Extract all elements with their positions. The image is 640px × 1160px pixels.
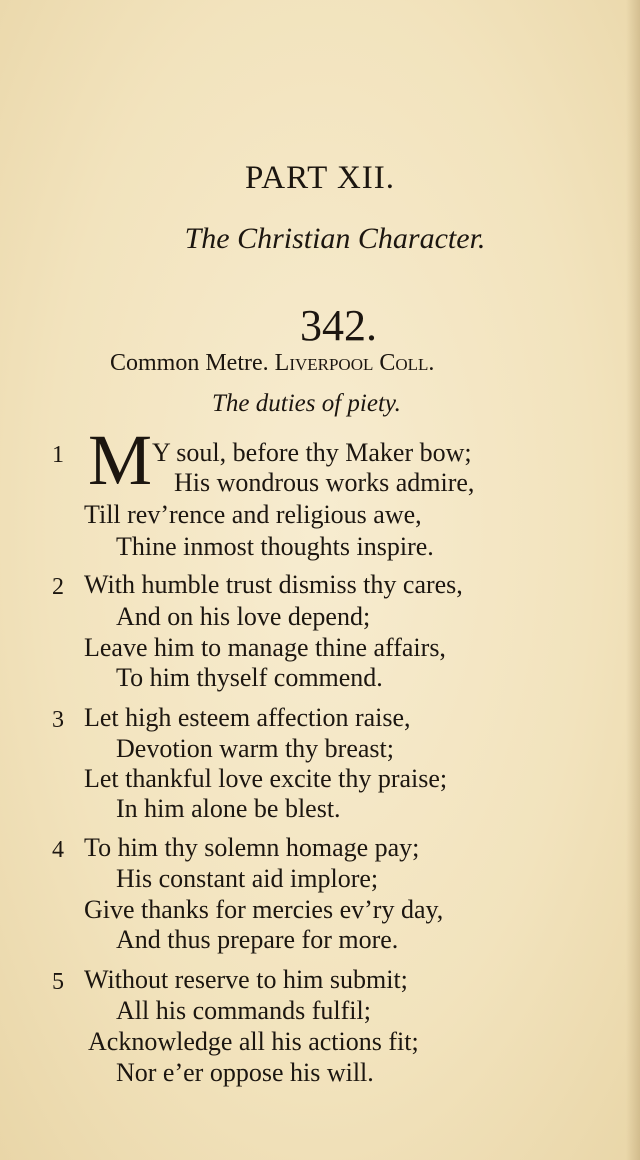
- verse-line: Acknowledge all his actions fit;: [88, 1027, 419, 1056]
- verse-line: To him thyself commend.: [116, 663, 383, 692]
- verse-line: Leave him to manage thine affairs,: [84, 633, 446, 662]
- verse-line: All his commands fulfil;: [116, 996, 371, 1025]
- verse-line: Without reserve to him submit;: [84, 965, 408, 994]
- verse-line: Let high esteem affection raise,: [84, 703, 411, 732]
- meter-label: Common Metre.: [110, 350, 269, 376]
- verse-line: Y soul, before thy Maker bow;: [152, 438, 472, 467]
- stanza-number: 4: [52, 837, 64, 863]
- verse-line: Let thankful love excite thy praise;: [84, 764, 448, 793]
- verse-line: With humble trust dismiss thy cares,: [84, 570, 463, 599]
- hymn-number: 342.: [300, 301, 377, 350]
- verse-line: Give thanks for mercies ev’ry day,: [84, 895, 444, 924]
- part-heading: PART XII.: [244, 160, 396, 196]
- verse-line: To him thy solemn homage pay;: [84, 833, 420, 862]
- verse-line: And on his love depend;: [116, 602, 371, 631]
- verse-line: His constant aid implore;: [116, 864, 379, 893]
- drop-cap: M: [88, 420, 153, 500]
- verse-line: Till rev’rence and religious awe,: [84, 500, 422, 529]
- verse-line: Thine inmost thoughts inspire.: [116, 532, 434, 561]
- verse-line: And thus prepare for more.: [116, 925, 399, 954]
- stanza-number: 1: [52, 442, 64, 468]
- verse-line: In him alone be blest.: [116, 794, 341, 823]
- stanza-number: 5: [52, 969, 64, 995]
- source-label: Liverpool Coll.: [274, 350, 435, 376]
- hymn-subject: The duties of piety.: [212, 390, 401, 417]
- verse-line: Devotion warm thy breast;: [116, 734, 394, 763]
- stanza-number: 3: [52, 707, 64, 733]
- verse-line: His wondrous works admire,: [174, 468, 475, 497]
- stanza-number: 2: [52, 574, 64, 600]
- verse-line: Nor e’er oppose his will.: [116, 1058, 374, 1087]
- section-title: The Christian Character.: [184, 222, 486, 255]
- hymn-meter-line: [110, 350, 434, 377]
